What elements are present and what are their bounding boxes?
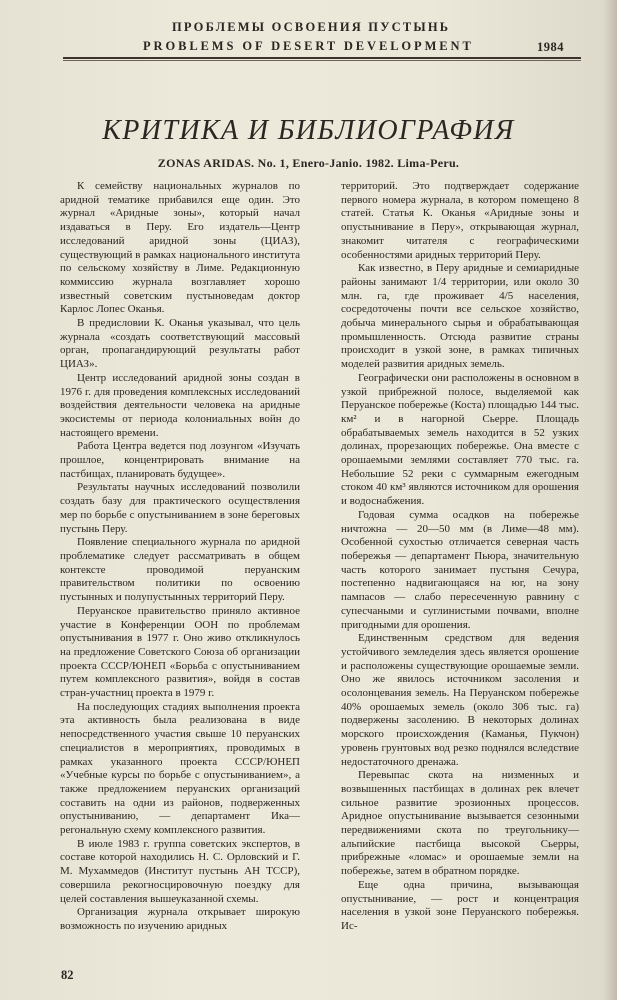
header-rule-thin (63, 60, 581, 61)
paragraph: Организация журнала открывает широкую возможность по изучению аридных (60, 906, 300, 932)
paragraph: Географически они расположены в основном в узкой прибрежной полосе, выделяемой как Перуанское побережье (Коста) площадью 144 тыс. км² и в нагорной Сьерре. Площадь обрабатываемых земель находится в 52 узких долинах, прорезающих побережье. Она вместе с орошаемыми землями составляет 770 тыс. га. Небольшие 52 реки с суммарным ежегодным стоком 40 км³ являются источником для орошения и водоснабжения. (341, 371, 579, 508)
paragraph: Еще одна причина, вызывающая опустынивание, — рост и концентрация населения в узкой зоне Перуанского побережья. Ис- (341, 878, 579, 932)
paragraph: Перуанское правительство приняло активное участие в Конференции ООН по проблемам опустынивания в 1977 г. Оно живо откликнулось на предложение Советского Союза об организации проекта СССР/ЮНЕП «Борьба с опустыниванием путем комплексного развития», войдя в состав стран-участниц проекта в 1979 г. (60, 604, 300, 700)
running-header-ru: ПРОБЛЕМЫ ОСВОЕНИЯ ПУСТЫНЬ (172, 20, 451, 34)
paragraph: Работа Центра ведется под лозунгом «Изучать прошлое, концентрировать внимание на пастбищах, планировать будущее». (60, 440, 300, 480)
paragraph: Перевыпас скота на низменных и возвышенных пастбищах в долинах рек влечет сильное развитие эрозионных процессов. Аридное опустынивание вызывается сезонными передвижениями скота по треугольнику—альпийские пастбища высокой Сьерры, прибрежные «ломас» и орошаемые земли на побережье, затем в обратном порядке. (341, 769, 579, 878)
paragraph: Появление специального журнала по аридной проблематике следует рассматривать в общем контексте проводимой перуанским правительством политики по освоению пустынных и полупустынных территорий Перу. (60, 536, 300, 604)
paragraph: К семейству национальных журналов по аридной тематике прибавился еще один. Это журнал «Аридные зоны», который начал издаваться в Перу. Его издатель—Центр исследований аридной зоны (ЦИАЗ), существующий в рамках национального института по сельскому хозяйству в Лиме. Редакционную коммиссию журнала возглавляет хорошо известный советским пустыноведам доктор Карлос Лопес Оканья. (60, 180, 300, 316)
right-column (341, 180, 579, 934)
paragraph-continued: территорий. Это подтверждает содержание первого номера журнала, в котором помещено 8 статей. Статья К. Оканья «Аридные зоны и опустынивание в Перу», открывающая журнал, знакомит читателя с географическими особенностями аридных территорий Перу. (341, 180, 579, 261)
spine-shadow (603, 0, 617, 1000)
header-year: 1984 (537, 40, 564, 54)
paragraph: Центр исследований аридной зоны создан в 1976 г. для проведения комплексных исследований воздействия деятельности человека на аридные экосистемы от периода колониальных войн до настоящего времени. (60, 371, 300, 439)
left-column (60, 180, 300, 934)
paragraph: Как известно, в Перу аридные и семиаридные районы занимают 1/4 территории, или около 30 млн. га, где проживает 4/5 населения, сосредоточены почти все сельское хозяйство, добыча минерального сырья и обрабатывающая промышленность. Отсюда развитие страны происходит в узкой зоне, в рамках типичных моделей развития аридных земель. (341, 262, 579, 371)
review-subtitle: ZONAS ARIDAS. No. 1, Enero-Janio. 1982. Lima-Peru. (157, 156, 460, 170)
paragraph: В предисловии К. Оканья указывал, что цель журнала «создать соответствующий массовый орган, пропагандирующий результаты работ ЦИАЗ». (60, 317, 300, 371)
paragraph: Результаты научных исследований позволили создать базу для практического осуществления мер по борьбе с опустыниванием в зоне береговых пустынь Перу. (60, 481, 300, 535)
page-number: 82 (61, 968, 74, 982)
paragraph: Единственным средством для ведения устойчивого земледелия здесь является орошение и расположены существующие орошаемые земли. Оно же явилось источником засоления и осолонцевания земель. На Перуанском побережье 40% орошаемых земель (около 306 тыс. га) подвержены засолению. В некоторых долинах морского происхождения (Каманья, Пукчон) уровень грунтовых вод резко поднялся вследствие недостаточного дренажа. (341, 632, 579, 768)
header-rule (63, 57, 581, 59)
running-header-en: PROBLEMS OF DESERT DEVELOPMENT (143, 39, 474, 53)
paragraph: На последующих стадиях выполнения проекта эта активность была реализована в виде непосредственного участия свыше 10 перуанских специалистов в мероприятиях, проводимых в рамках указанного проекта СССР/ЮНЕП «Учебные курсы по борьбе с опустыниванием», а также предложением перуанских организаций составить на одни из районов, подверженных опустыниванию, — департамент Ика—регональную схему комплексного развития. (60, 700, 300, 837)
paragraph: В июле 1983 г. группа советских экспертов, в составе которой находились Н. С. Орловский и Г. М. Мухаммедов (Институт пустынь АН ТССР), совершила рекогносцировочную поездку для целей составления вышеуказанной схемы. (60, 837, 300, 905)
paragraph: Годовая сумма осадков на побережье ничтожна — 20—50 мм (в Лиме—48 мм). Особенной сухостью отличается северная часть побережья — департамент Пьюра, значительную часть которого занимает пустыня Сечура, постепенно надвигающаяся на юг, на зону пампасов — слабо пересеченную равнину с супесчаными и суглинистыми почвами, вполне пригодными для орошения. (341, 508, 579, 631)
section-title: КРИТИКА И БИБЛИОГРАФИЯ (102, 115, 515, 146)
